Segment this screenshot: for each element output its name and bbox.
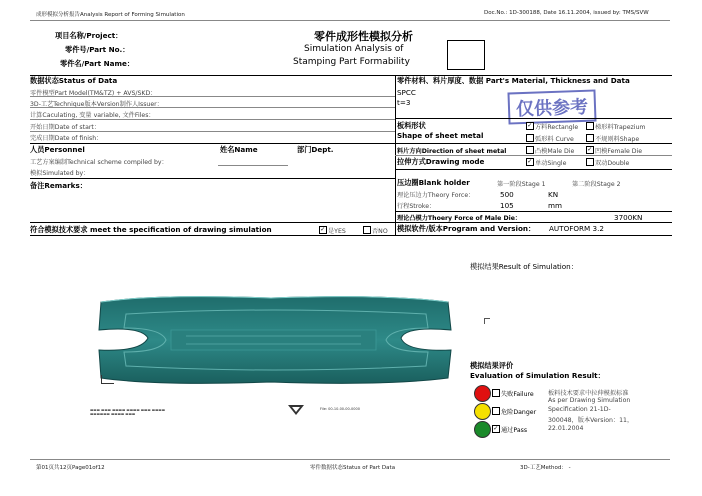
pass-indicator (474, 421, 491, 438)
placeholder-mark-icon (484, 318, 490, 324)
shape-label-cn: 板料形状 (397, 121, 426, 130)
spec-note-5: 22.01.2004 (548, 425, 584, 432)
section-divider (395, 118, 672, 119)
spec-note-3: Specification 21-1D- (548, 406, 611, 413)
project-label: 项目名称/Project： (55, 31, 123, 40)
evaluation-heading-en: Evaluation of Simulation Result： (470, 371, 605, 380)
signature-line (218, 165, 288, 166)
remarks-label: 备注Remarks： (30, 181, 87, 190)
software-label: 模拟软件/版本Program and Version： (397, 224, 536, 233)
failure-label: 失败Failure (501, 391, 534, 398)
single-checkbox[interactable]: ✓ (527, 158, 533, 165)
theory-force-label: 理论压边力Theory Force： (397, 192, 475, 199)
curve-option: 弧形料 Curve (535, 136, 574, 143)
direction-label: 料片方向Direction of sheet metal (397, 148, 507, 155)
irregular-shape-option: 不规则料Shape (595, 136, 640, 143)
section-divider (30, 178, 395, 179)
title-en-1: Simulation Analysis of (304, 44, 404, 54)
trapezium-option: 梯形料Trapezium (595, 124, 646, 131)
theory-force-unit: KN (548, 190, 559, 199)
simulation-part-image (96, 290, 454, 406)
pass-checkbox[interactable]: ✓ (493, 425, 499, 432)
male-die-checkbox[interactable] (526, 146, 534, 154)
rectangle-checkbox[interactable]: ✓ (527, 122, 533, 129)
header-divider (30, 20, 670, 21)
footer-divider (30, 459, 670, 460)
pass-label: 通过Pass (501, 427, 528, 434)
material-name: SPCC (397, 88, 416, 97)
part-name-label: 零件名/Part Name： (60, 59, 135, 68)
section-divider (395, 143, 672, 144)
table-bottom-border (30, 235, 672, 236)
simulated-by-label: 模拟Simulated by： (30, 170, 90, 177)
data-status-heading: 数据状态Status of Data (30, 76, 118, 85)
logo-box (447, 40, 485, 70)
stage-1-label: 第一阶段Stage 1 (497, 181, 546, 188)
spec-note-1: 板料技术要求中拉伸模拟标准 (548, 390, 629, 397)
title-cn: 零件成形性模拟分析 (314, 30, 413, 43)
technique-label: 3D-工艺Technique版本Version制作人Issuer： (30, 101, 163, 108)
row-divider (30, 107, 395, 108)
part-no-label: 零件号/Part No.： (65, 45, 130, 54)
section-divider (30, 143, 395, 144)
male-die-option: 凸模Male Die (535, 148, 575, 155)
software-value: AUTOFORM 3.2 (549, 224, 604, 233)
title-en-2: Stamping Part Formability (293, 57, 410, 67)
stroke-unit: mm (548, 201, 563, 210)
brand-logo-icon (287, 404, 305, 416)
row-divider (30, 131, 395, 132)
compiled-by-label: 工艺方案编制Technical scheme compiled by： (30, 159, 168, 166)
row-divider (395, 155, 672, 156)
section-divider (30, 222, 672, 223)
page-number: 第01页共12页Page01of12 (36, 465, 105, 471)
footer-status: 零件数据状态Status of Part Data (310, 465, 396, 471)
report-header-left: 成形模拟分析报告Analysis Report of Forming Simulation (36, 12, 185, 18)
report-header-right: Doc.No.: 1D-300188, Date 16.11.2004, issued by: TMS/SVW (484, 10, 649, 16)
row-divider (30, 119, 395, 120)
female-die-checkbox[interactable]: ✓ (587, 146, 593, 153)
single-option: 单动Single (535, 160, 567, 167)
meet-spec-no-checkbox[interactable] (363, 226, 371, 234)
meet-spec-yes: 是YES (328, 228, 346, 235)
shape-label-en: Shape of sheet metal (397, 131, 484, 140)
stage-2-label: 第二阶段Stage 2 (572, 181, 621, 188)
meet-spec-no: 否NO (372, 228, 388, 235)
section-divider (395, 169, 672, 170)
date-start-label: 开始日期Date of start： (30, 124, 101, 131)
danger-checkbox[interactable] (492, 407, 500, 415)
dept-column-label: 部门Dept. (297, 145, 334, 154)
stroke-value: 105 (500, 201, 514, 210)
double-checkbox[interactable] (586, 158, 594, 166)
failure-checkbox[interactable] (492, 389, 500, 397)
male-die-force-value: 3700KN (614, 213, 643, 222)
rectangle-option: 方料Rectangle (535, 124, 579, 131)
personnel-heading: 人员Personnel (30, 145, 85, 154)
trapezium-checkbox[interactable] (586, 122, 594, 130)
sim-file-caption: File: 00-10-00-00-0000 (320, 407, 360, 411)
spec-note-2: As per Drawing Simulation (548, 397, 631, 404)
name-column-label: 姓名Name (220, 145, 258, 154)
material-thickness: t=3 (397, 98, 411, 107)
double-option: 双动Double (595, 160, 630, 167)
meet-spec-label: 符合模拟技术要求 meet the specification of drawing simulation (30, 225, 272, 234)
female-die-option: 凹模Female Die (595, 148, 643, 155)
failure-indicator (474, 385, 491, 402)
spec-note-4: 300048，版本Version：11， (548, 417, 634, 424)
sim-info-block: ▬▬▬ ▬▬▬ ▬▬▬▬ ▬▬▬▬ ▬▬▬ ▬▬▬▬ ▬▬▬▬▬▬ ▬▬▬▬ ▬▬▬ (90, 408, 166, 416)
curve-checkbox[interactable] (526, 134, 534, 142)
row-divider (30, 96, 395, 97)
section-divider (395, 211, 672, 212)
stroke-label: 行程Stroke： (397, 203, 436, 210)
calculating-label: 计算Caculating, 变量 variable, 文件Files： (30, 112, 155, 119)
male-die-force-label: 理论凸模力Thoery Force of Male Die： (397, 215, 522, 222)
result-label: 模拟结果Result of Simulation： (470, 262, 578, 271)
drawing-mode-label: 拉伸方式Drawing mode (397, 157, 485, 166)
date-finish-label: 完成日期Date of finish： (30, 135, 103, 142)
part-model-label: 零件模型Part Model(TM&TZ) + AVS/SKD： (30, 90, 157, 97)
reference-only-stamp: 仅供参考 (507, 89, 596, 124)
shape-checkbox[interactable] (586, 134, 594, 142)
meet-spec-yes-checkbox[interactable]: ✓ (320, 226, 326, 233)
theory-force-value: 500 (500, 190, 514, 199)
evaluation-heading-cn: 模拟结果评价 (470, 361, 514, 370)
blank-holder-label: 压边圈Blank holder (397, 178, 470, 187)
danger-indicator (474, 403, 491, 420)
material-heading: 零件材料、料片厚度、数据 Part's Material, Thickness and Data (397, 76, 630, 85)
danger-label: 危险Danger (501, 409, 537, 416)
axis-triad-icon (101, 375, 114, 384)
footer-method: 3D-工艺Method： - (520, 465, 571, 471)
